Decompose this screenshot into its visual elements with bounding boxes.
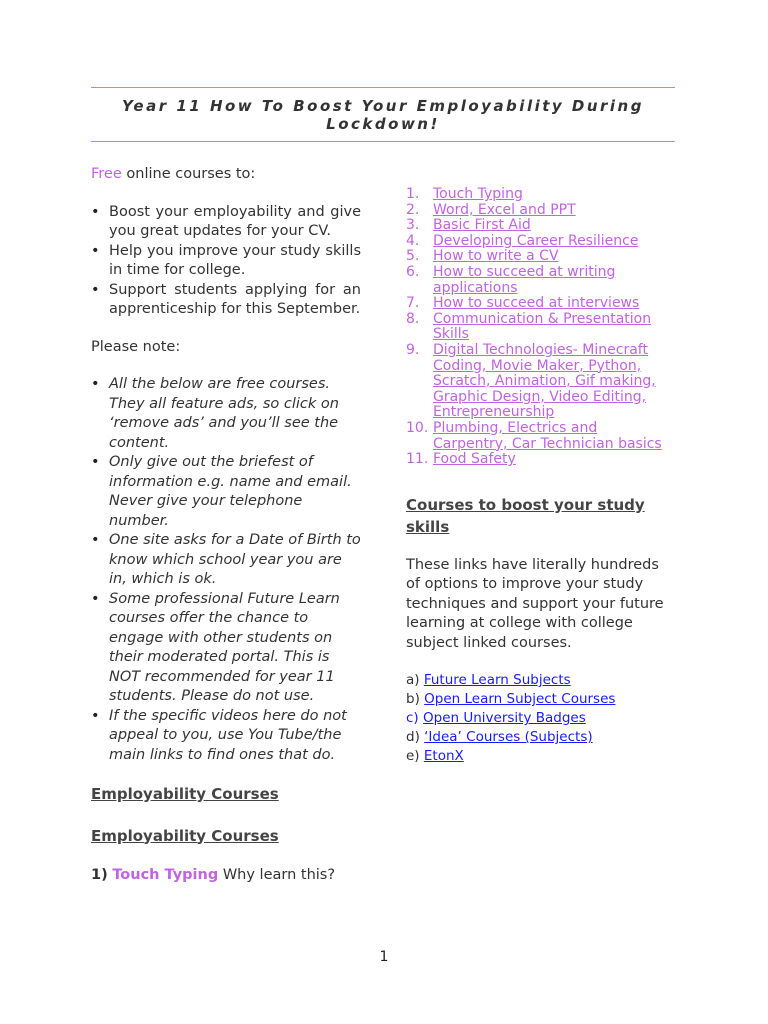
link-letter: c) bbox=[406, 710, 419, 727]
page-title: Year 11 How To Boost Your Employability During Lockdown! bbox=[122, 97, 644, 133]
link-letter: b) bbox=[406, 691, 420, 708]
list-item: • Only give out the briefest of information e.g. name and email. Never give your telephone number. bbox=[91, 453, 361, 531]
list-item bbox=[406, 747, 676, 766]
course-list bbox=[406, 187, 676, 468]
list-item: • Boost your employability and give you great updates for your CV. bbox=[91, 203, 361, 242]
list-item bbox=[406, 690, 676, 709]
course-link-applications[interactable]: How to succeed at writing applications bbox=[433, 263, 616, 296]
link-open-learn[interactable]: Open Learn Subject Courses bbox=[424, 691, 616, 708]
link-etonx[interactable]: EtonX bbox=[423, 748, 464, 765]
course-item bbox=[406, 421, 676, 452]
list-item: • Some professional Future Learn courses offer the chance to engage with other students on their moderated portal. This is NOT recommended for year 11 students. Please do not use. bbox=[91, 590, 361, 707]
course-link-food-safety[interactable]: Food Safety bbox=[433, 451, 516, 468]
course-link-digital-technologies[interactable]: Digital Technologies- Minecraft Coding, Movie Maker, Python, Scratch, Animation, Gif making, Graphic Design, Video Editing, Entrepreneurship bbox=[433, 341, 656, 421]
list-item: • All the below are free courses. They all feature ads, so click on ‘remove ads’ and you’ll see the content. bbox=[91, 375, 361, 453]
title-rule-bottom bbox=[91, 141, 675, 142]
course-link-trades[interactable]: Plumbing, Electrics and Carpentry, Car Technician basics bbox=[433, 419, 662, 452]
course-number: 10. bbox=[406, 419, 429, 436]
course-link-interviews[interactable]: How to succeed at interviews bbox=[433, 295, 640, 312]
list-item: • One site asks for a Date of Birth to know which school year you are in, which is ok. bbox=[91, 531, 361, 590]
first-course-line bbox=[91, 866, 361, 886]
link-idea-courses[interactable]: ‘Idea’ Courses (Subjects) bbox=[424, 729, 593, 746]
intro-free: Free bbox=[91, 166, 122, 182]
course-number: 4. bbox=[406, 232, 420, 249]
course-item bbox=[406, 452, 676, 468]
list-item bbox=[406, 728, 676, 747]
employability-heading-2: Employability Courses bbox=[91, 826, 279, 845]
benefits-list bbox=[91, 203, 361, 320]
course-number: 1. bbox=[406, 186, 420, 202]
course-number: 3. bbox=[406, 217, 420, 234]
link-letter: d) bbox=[406, 729, 420, 746]
list-item bbox=[406, 671, 676, 690]
course-item bbox=[406, 203, 676, 219]
list-item: • If the specific videos here do not appeal to you, use You Tube/the main links to find ones that do. bbox=[91, 707, 361, 766]
course-link-cv[interactable]: How to write a CV bbox=[433, 248, 559, 265]
course-number: 11. bbox=[406, 451, 429, 468]
course-link-career-resilience[interactable]: Developing Career Resilience bbox=[433, 232, 639, 249]
course-link-touch-typing[interactable]: Touch Typing bbox=[433, 186, 523, 202]
study-skills-heading: Courses to boost your study skills bbox=[406, 495, 645, 536]
first-course-number: 1) bbox=[91, 867, 108, 883]
course-number: 6. bbox=[406, 263, 420, 280]
notes-list bbox=[91, 375, 361, 765]
course-item bbox=[406, 187, 676, 203]
page-number: 1 bbox=[379, 949, 389, 965]
course-item bbox=[406, 249, 676, 265]
course-link-first-aid[interactable]: Basic First Aid bbox=[433, 217, 531, 234]
course-item bbox=[406, 265, 676, 296]
please-note-label: Please note: bbox=[91, 338, 181, 355]
course-number: 8. bbox=[406, 310, 420, 327]
right-column bbox=[406, 187, 676, 766]
study-links-list bbox=[406, 671, 676, 766]
first-course-name[interactable]: Touch Typing bbox=[112, 867, 219, 883]
course-item bbox=[406, 312, 676, 343]
title-rule-top bbox=[91, 87, 675, 88]
study-skills-text: These links have literally hundreds of options to improve your study techniques and support your future learning at college with college subject linked courses. bbox=[406, 556, 664, 651]
intro-rest: online courses to: bbox=[121, 166, 256, 182]
course-item bbox=[406, 234, 676, 250]
link-letter: a) bbox=[406, 672, 420, 689]
employability-heading: Employability Courses bbox=[91, 785, 279, 803]
list-item: • Help you improve your study skills in time for college. bbox=[91, 242, 361, 281]
course-number: 7. bbox=[406, 295, 420, 312]
link-future-learn[interactable]: Future Learn Subjects bbox=[423, 672, 571, 689]
course-number: 9. bbox=[406, 341, 420, 358]
course-number: 5. bbox=[406, 248, 420, 265]
course-item bbox=[406, 296, 676, 312]
course-number: 2. bbox=[406, 201, 420, 218]
first-course-why: Why learn this? bbox=[218, 867, 336, 883]
intro-line bbox=[91, 165, 361, 185]
course-link-communication[interactable]: Communication & Presentation Skills bbox=[433, 310, 652, 343]
left-column bbox=[91, 165, 361, 886]
course-item bbox=[406, 343, 676, 421]
link-letter: e) bbox=[406, 748, 420, 765]
course-link-office[interactable]: Word, Excel and PPT bbox=[433, 201, 576, 218]
course-item bbox=[406, 218, 676, 234]
link-open-university-badges[interactable]: Open University Badges bbox=[423, 710, 586, 727]
list-item bbox=[406, 709, 676, 728]
list-item: • Support students applying for an apprenticeship for this September. bbox=[91, 281, 361, 320]
